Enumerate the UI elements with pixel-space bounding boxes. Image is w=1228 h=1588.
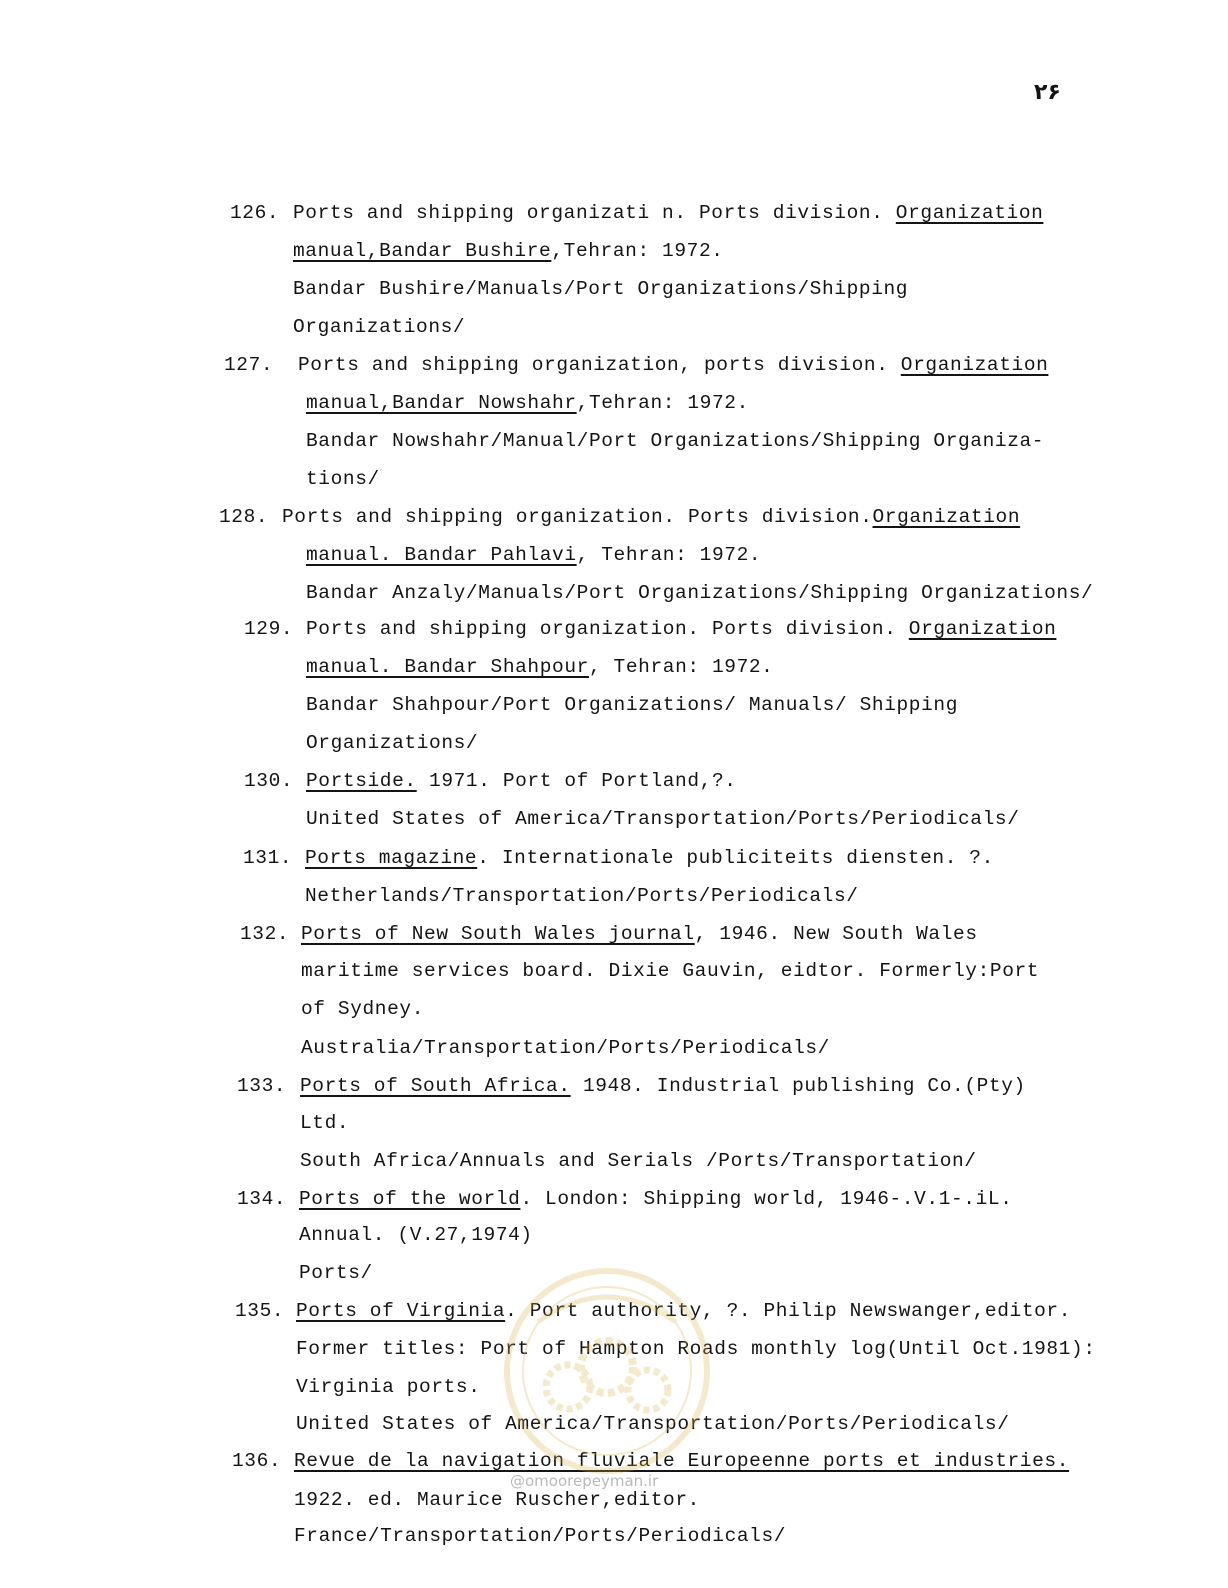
entry-title-underlined: Ports of South Africa. (300, 1075, 571, 1097)
entry-title-underlined: Organization (895, 202, 1044, 224)
entry-subjects: Australia/Transportation/Ports/Periodicals/ (301, 1037, 830, 1059)
entry-number: 131. (243, 847, 293, 869)
entry-title-underlined: Ports of Virginia (296, 1300, 506, 1322)
entry-subjects: United States of America/Transportation/Ports/Periodicals/ (306, 808, 1020, 830)
entry-subjects: United States of America/Transportation/Ports/Periodicals/ (296, 1413, 1010, 1435)
entry-imprint: 1948. Industrial publishing Co.(Pty) (570, 1075, 1026, 1097)
entry-title-line (306, 767, 737, 795)
entry-title-underlined: manual. Bandar Shahpour (306, 656, 589, 678)
entry-title-line (298, 351, 1048, 379)
entry-title-underlined: Ports magazine (305, 847, 478, 869)
entry-imprint: . Internationale publiciteits diensten. ?. (477, 847, 994, 869)
entry-title-underlined: Organization (908, 618, 1057, 640)
entry-title-underlined: Organization (872, 506, 1021, 528)
entry-note: 1922. ed. Maurice Ruscher,editor. (294, 1489, 700, 1511)
entry-number: 127. (224, 354, 274, 376)
entry-title-line (293, 199, 1043, 227)
entry-subjects: Bandar Bushire/Manuals/Port Organizations/Shipping (293, 278, 909, 300)
entry-note: Virginia ports. (296, 1376, 481, 1398)
entry-title-line (306, 541, 761, 569)
entry-author: Ports and shipping organization. Ports division. (282, 506, 873, 528)
entry-title-underlined: manual. Bandar Pahlavi (306, 544, 577, 566)
entry-subjects: Ports/ (299, 1262, 373, 1284)
entry-note: of Sydney. (301, 998, 425, 1020)
entry-author: Ports and shipping organization. Ports division. (306, 618, 909, 640)
entry-subjects: South Africa/Annuals and Serials /Ports/Transportation/ (300, 1150, 977, 1172)
entry-title-underlined: Ports of the world (299, 1188, 521, 1210)
entry-title-line (300, 1072, 1026, 1100)
entry-subjects: Netherlands/Transportation/Ports/Periodicals/ (305, 885, 859, 907)
entry-number: 130. (244, 770, 294, 792)
entry-title-line (299, 1185, 1013, 1213)
entry-title-line (282, 503, 1020, 531)
entry-author: Ports and shipping organizati n. Ports division. (293, 202, 896, 224)
entry-number: 136. (232, 1450, 282, 1472)
entry-title-line (301, 920, 978, 948)
entry-number: 134. (237, 1188, 287, 1210)
entry-imprint: ,Tehran: 1972. (551, 240, 724, 262)
page-number: ۲۶ (1034, 80, 1061, 105)
entry-imprint: 1971. Port of Portland,?. (416, 770, 737, 792)
entry-subjects: Bandar Nowshahr/Manual/Port Organizations/Shipping Organiza- (306, 430, 1045, 452)
entry-author: Ports and shipping organization, ports division. (298, 354, 901, 376)
entry-subjects: Organizations/ (306, 732, 479, 754)
entry-title-line (306, 653, 773, 681)
watermark-text: @omoorepeyman.ir (510, 1472, 659, 1490)
entry-title-line (305, 844, 994, 872)
entry-subjects: France/Transportation/Ports/Periodicals/ (294, 1525, 787, 1547)
entry-number: 126. (230, 202, 280, 224)
entry-title-underlined: Revue de la navigation fluviale Europeenne ports et industries. (294, 1450, 1070, 1472)
entry-title-underlined: Organization (900, 354, 1049, 376)
entry-note: Annual. (V.27,1974) (299, 1224, 533, 1246)
entry-number: 135. (235, 1300, 285, 1322)
entry-note: Ltd. (300, 1112, 350, 1134)
entry-subjects: tions/ (306, 468, 380, 490)
entry-title-line (306, 615, 1056, 643)
entry-title-line (306, 389, 749, 417)
entry-note: Former titles: Port of Hampton Roads monthly log(Until Oct.1981): (296, 1338, 1096, 1360)
entry-number: 129. (244, 618, 294, 640)
entry-imprint: . Port authority, ?. Philip Newswanger,editor. (505, 1300, 1072, 1322)
entry-imprint: ,Tehran: 1972. (576, 392, 749, 414)
entry-imprint: , 1946. New South Wales (694, 923, 978, 945)
entry-note: maritime services board. Dixie Gauvin, eidtor. Formerly:Port (301, 960, 1040, 982)
entry-title-underlined: manual,Bandar Nowshahr (306, 392, 577, 414)
entry-number: 132. (240, 923, 290, 945)
entry-subjects: Organizations/ (293, 316, 466, 338)
entry-title-line (293, 237, 724, 265)
entry-subjects: Bandar Shahpour/Port Organizations/ Manuals/ Shipping (306, 694, 959, 716)
entry-imprint: , Tehran: 1972. (588, 656, 774, 678)
entry-title-underlined: Portside. (306, 770, 417, 792)
entry-title-underlined: Ports of New South Wales journal (301, 923, 695, 945)
entry-title-underlined: manual,Bandar Bushire (293, 240, 552, 262)
entry-subjects: Bandar Anzaly/Manuals/Port Organizations/Shipping Organizations/ (306, 582, 1094, 604)
entry-imprint: . London: Shipping world, 1946-.V.1-.iL. (520, 1188, 1013, 1210)
entry-number: 128. (219, 506, 269, 528)
watermark-logo (498, 1262, 716, 1480)
entry-number: 133. (237, 1075, 287, 1097)
entry-imprint: , Tehran: 1972. (576, 544, 762, 566)
